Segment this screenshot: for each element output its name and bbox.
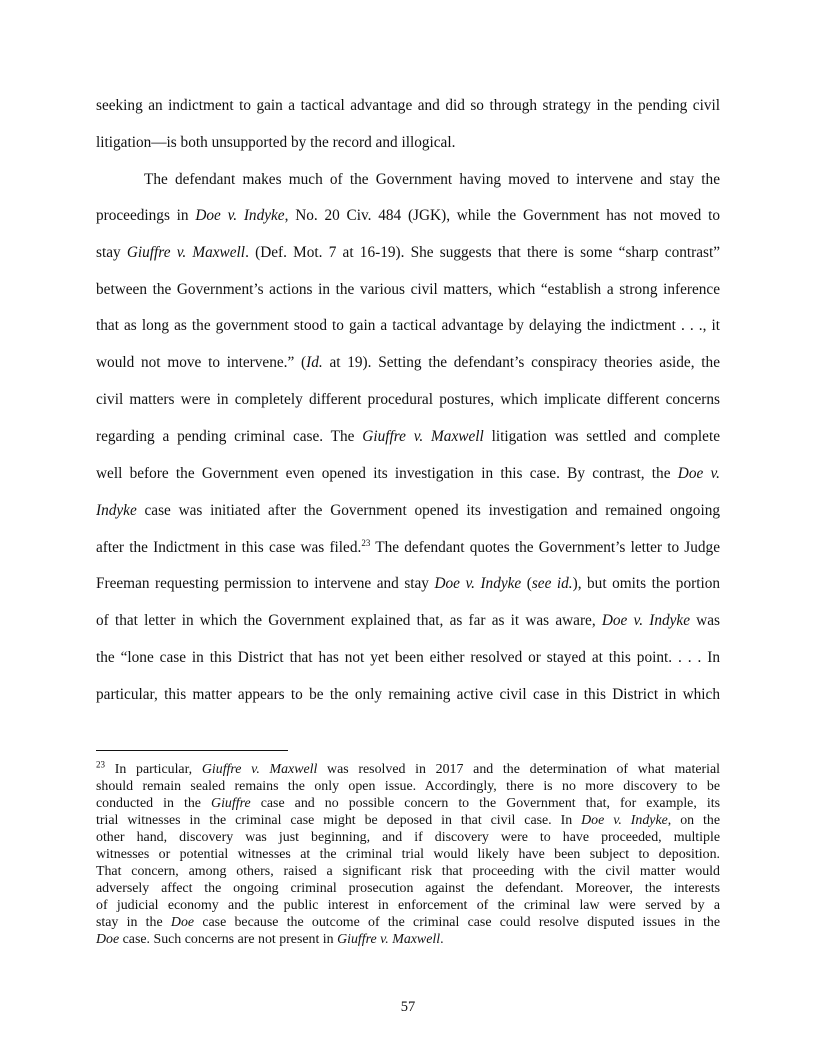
body-line-4	[96, 206, 720, 226]
footnote-text: other hand, discovery was just beginning, and if discovery were to have proceeded, multiple	[96, 830, 720, 845]
case-citation: Doe v. Indyke	[601, 612, 690, 629]
footnote-text: case and no possible concern to the Government that, for example, its	[250, 796, 720, 811]
footnote-line-4	[96, 812, 720, 829]
body-line-1	[96, 96, 720, 116]
body-text: The defendant makes much of the Government having moved to intervene and stay the	[144, 171, 720, 188]
footnote-text: .	[440, 932, 444, 947]
footnote-reference: 23	[361, 537, 371, 548]
body-text: ), but omits the portion	[572, 575, 720, 592]
footnote-text: conducted in the	[96, 796, 212, 811]
case-citation: Giuffre v. Maxwell	[201, 762, 318, 777]
body-text: litigation was settled and complete	[483, 428, 720, 445]
body-text: of that letter in which the Government explained that, as far as it was aware,	[96, 612, 602, 629]
body-line-17	[96, 685, 720, 705]
body-text: , No. 20 Civ. 484 (JGK), while the Government has not moved to	[284, 207, 720, 224]
footnote-text: In particular,	[105, 762, 202, 777]
body-text: (	[521, 575, 532, 592]
page-number: 57	[400, 999, 416, 1015]
citation-signal: see id.	[531, 575, 573, 592]
footnote-line-6	[96, 846, 720, 863]
case-citation: Doe	[96, 932, 120, 947]
body-text: would not move to intervene.” (	[96, 354, 307, 371]
body-text: stay	[96, 244, 127, 261]
footnote-line-9	[96, 897, 720, 914]
body-text: proceedings in	[96, 207, 196, 224]
footnote-text: adversely affect the ongoing criminal prosecution against the defendant. Moreover, the interests	[96, 881, 720, 896]
case-citation: Doe v.	[677, 465, 720, 482]
case-citation: Doe v. Indyke	[581, 813, 668, 828]
body-text: was	[689, 612, 720, 629]
body-line-2	[96, 133, 720, 153]
case-citation: Giuffre	[211, 796, 251, 811]
body-text: Freeman requesting permission to intervene and stay	[96, 575, 435, 592]
footnote-line-10	[96, 914, 720, 931]
case-citation: Giuffre v. Maxwell	[362, 428, 484, 445]
body-line-5	[96, 243, 720, 263]
footnote-separator	[96, 750, 288, 751]
case-citation: Doe v. Indyke	[195, 207, 285, 224]
case-citation: Doe	[170, 915, 195, 930]
body-text: litigation—is both unsupported by the record and illogical.	[96, 134, 456, 151]
body-line-3	[96, 170, 720, 190]
body-line-11	[96, 464, 720, 484]
body-text: the “lone case in this District that has not yet been either resolved or stayed at this point. . . . In	[96, 649, 720, 666]
body-text: . (Def. Mot. 7 at 16-19). She suggests that there is some “sharp contrast”	[245, 244, 721, 261]
footnote-line-1	[96, 761, 720, 778]
body-text: civil matters were in completely different procedural postures, which implicate different concerns	[96, 391, 720, 408]
body-line-15	[96, 611, 720, 631]
citation-signal: Id.	[306, 354, 323, 371]
body-text: at 19). Setting the defendant’s conspiracy theories aside, the	[322, 354, 720, 371]
body-line-16	[96, 648, 720, 668]
footnote-line-7	[96, 863, 720, 880]
body-line-13	[96, 538, 720, 558]
footnote-number: 23	[96, 759, 105, 770]
document-page	[96, 0, 720, 1056]
footnote-line-5	[96, 829, 720, 846]
body-line-8	[96, 353, 720, 373]
case-citation: Giuffre v. Maxwell	[337, 932, 441, 947]
footnote-line-2	[96, 778, 720, 795]
body-text: well before the Government even opened its investigation in this case. By contrast, the	[96, 465, 678, 482]
footnote-text: case. Such concerns are not present in	[119, 932, 338, 947]
body-text: that as long as the government stood to gain a tactical advantage by delaying the indictment . . ., it	[96, 317, 720, 334]
body-line-14	[96, 574, 720, 594]
footnote-text: That concern, among others, raised a significant risk that proceeding with the civil matter would	[96, 864, 720, 879]
body-line-6	[96, 280, 720, 300]
footnote-text: trial witnesses in the criminal case might be deposed in that civil case. In	[96, 813, 582, 828]
body-text: seeking an indictment to gain a tactical advantage and did so through strategy in the pending civil	[96, 97, 720, 114]
footnote-text: was resolved in 2017 and the determination of what material	[317, 762, 720, 777]
body-text: The defendant quotes the Government’s letter to Judge	[370, 539, 720, 556]
body-line-9	[96, 390, 720, 410]
body-text: regarding a pending criminal case. The	[96, 428, 363, 445]
footnote-text: stay in the	[96, 915, 171, 930]
footnote-line-3	[96, 795, 720, 812]
body-line-10	[96, 427, 720, 447]
footnote-line-11	[96, 931, 720, 948]
footnote-text: , on the	[667, 813, 721, 828]
footnote-text: should remain sealed remains the only open issue. Accordingly, there is no more discovery to be	[96, 779, 720, 794]
footnote-text: of judicial economy and the public interest in enforcement of the criminal law were served by a	[96, 898, 720, 913]
body-text: particular, this matter appears to be the only remaining active civil case in this District in which	[96, 686, 720, 703]
footnote-line-8	[96, 880, 720, 897]
case-citation: Doe v. Indyke	[434, 575, 522, 592]
body-line-12	[96, 501, 720, 521]
case-citation: Indyke	[96, 502, 137, 519]
body-text: after the Indictment in this case was filed.	[96, 539, 362, 556]
case-citation: Giuffre v. Maxwell	[126, 244, 246, 261]
footnote-text: case because the outcome of the criminal case could resolve disputed issues in the	[194, 915, 720, 930]
body-text: case was initiated after the Government opened its investigation and remained ongoing	[136, 502, 720, 519]
body-line-7	[96, 316, 720, 336]
body-text: between the Government’s actions in the various civil matters, which “establish a strong inference	[96, 281, 720, 298]
footnote-text: witnesses or potential witnesses at the criminal trial would likely have been subject to deposition.	[96, 847, 720, 862]
